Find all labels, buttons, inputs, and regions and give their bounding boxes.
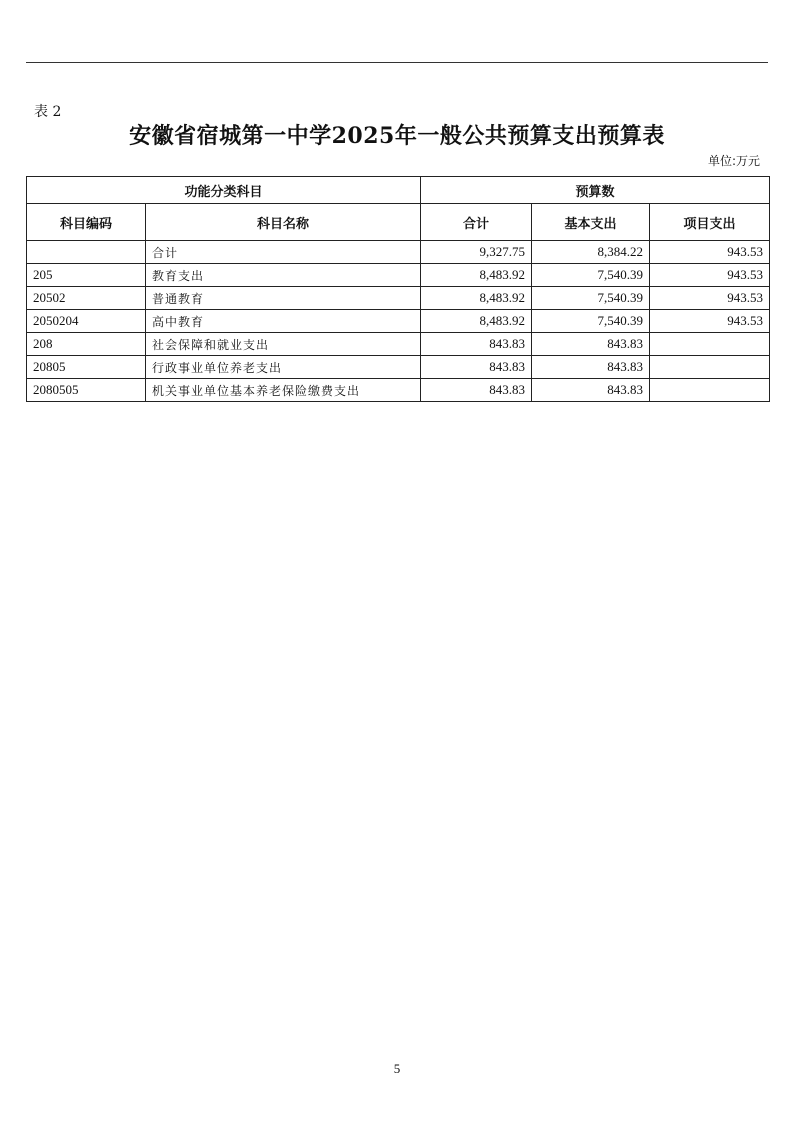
cell-total: 843.83 xyxy=(421,356,532,379)
cell-project xyxy=(650,356,770,379)
cell-total: 8,483.92 xyxy=(421,287,532,310)
page-number: 5 xyxy=(393,1061,401,1076)
table-row xyxy=(27,356,770,379)
page-title: 安徽省宿城第一中学2025年一般公共预算支出预算表 xyxy=(129,123,665,149)
budget-table xyxy=(26,176,770,402)
cell-name: 合计 xyxy=(146,241,421,264)
cell-code: 205 xyxy=(27,264,146,287)
cell-name: 机关事业单位基本养老保险缴费支出 xyxy=(146,379,421,402)
header-total: 合计 xyxy=(421,204,532,241)
header-functional-classification: 功能分类科目 xyxy=(27,177,421,204)
cell-name: 行政事业单位养老支出 xyxy=(146,356,421,379)
group-header-row xyxy=(27,177,770,204)
cell-name: 教育支出 xyxy=(146,264,421,287)
cell-code: 2080505 xyxy=(27,379,146,402)
header-rule xyxy=(26,62,768,63)
cell-name: 高中教育 xyxy=(146,310,421,333)
cell-basic: 8,384.22 xyxy=(532,241,650,264)
column-header-row xyxy=(27,204,770,241)
cell-project xyxy=(650,379,770,402)
cell-project: 943.53 xyxy=(650,264,770,287)
header-name: 科目名称 xyxy=(146,204,421,241)
cell-basic: 843.83 xyxy=(532,356,650,379)
cell-code xyxy=(27,241,146,264)
cell-basic: 7,540.39 xyxy=(532,287,650,310)
cell-code: 208 xyxy=(27,333,146,356)
table-row xyxy=(27,264,770,287)
cell-code: 20805 xyxy=(27,356,146,379)
cell-code: 20502 xyxy=(27,287,146,310)
cell-basic: 7,540.39 xyxy=(532,264,650,287)
cell-basic: 843.83 xyxy=(532,333,650,356)
unit-label: 单位:万元 xyxy=(707,154,760,168)
table-row xyxy=(27,379,770,402)
table-row xyxy=(27,241,770,264)
table-number: 表 2 xyxy=(34,104,62,120)
cell-total: 8,483.92 xyxy=(421,264,532,287)
cell-project: 943.53 xyxy=(650,241,770,264)
header-project: 项目支出 xyxy=(650,204,770,241)
cell-basic: 843.83 xyxy=(532,379,650,402)
cell-total: 843.83 xyxy=(421,379,532,402)
cell-project: 943.53 xyxy=(650,287,770,310)
header-basic: 基本支出 xyxy=(532,204,650,241)
cell-name: 普通教育 xyxy=(146,287,421,310)
table-row xyxy=(27,310,770,333)
cell-total: 8,483.92 xyxy=(421,310,532,333)
cell-total: 843.83 xyxy=(421,333,532,356)
cell-project: 943.53 xyxy=(650,310,770,333)
cell-total: 9,327.75 xyxy=(421,241,532,264)
cell-name: 社会保障和就业支出 xyxy=(146,333,421,356)
header-budget-amount: 预算数 xyxy=(421,177,770,204)
header-code: 科目编码 xyxy=(27,204,146,241)
cell-project xyxy=(650,333,770,356)
table-row xyxy=(27,333,770,356)
table-row xyxy=(27,287,770,310)
cell-code: 2050204 xyxy=(27,310,146,333)
cell-basic: 7,540.39 xyxy=(532,310,650,333)
